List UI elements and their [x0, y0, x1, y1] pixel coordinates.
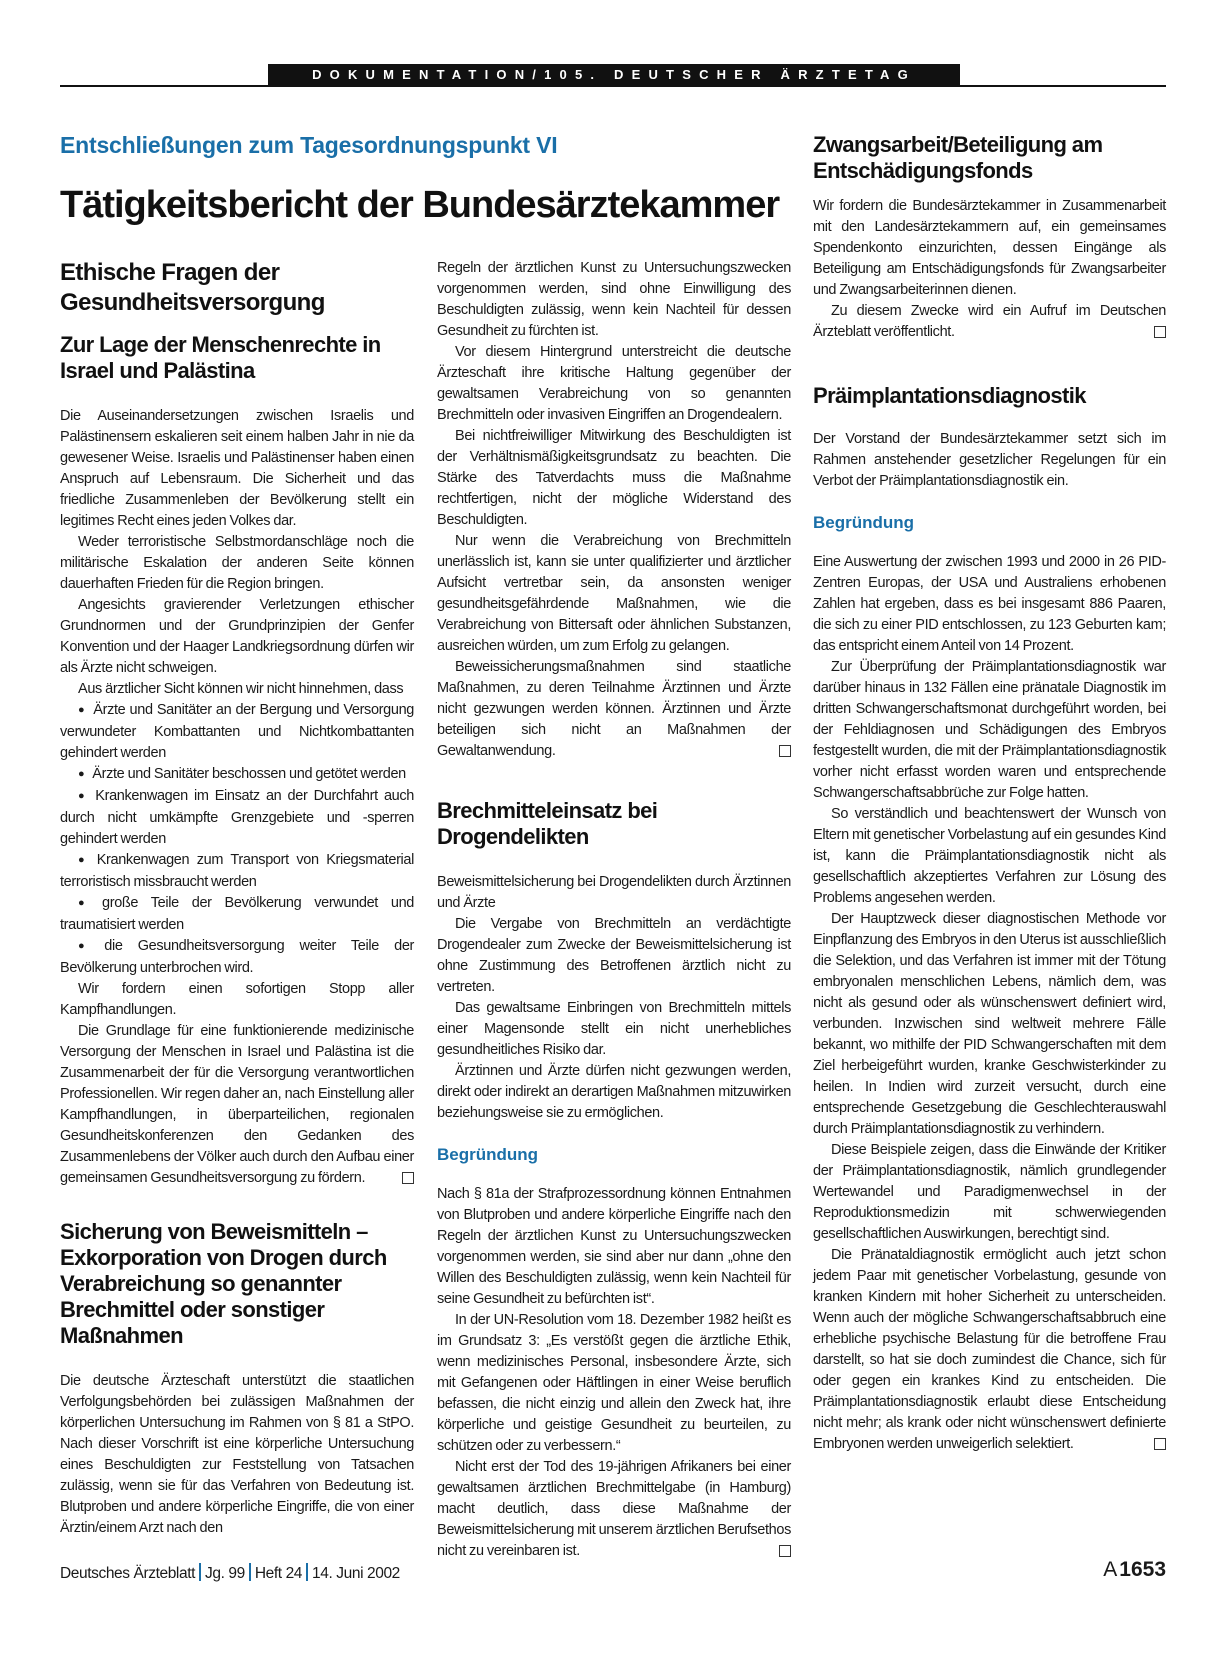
paragraph: Nur wenn die Verabreichung von Brechmitteln unerlässlich ist, kann sie unter qualifizierter und ärztlicher Aufsicht vertretbar sein, da ansonsten weniger gesundheitsgefährdende Maßnahmen, wie die Verabreichung von Bittersaft oder ähnlichen Substanzen, ausreichen würden, um zum Erfolg zu gelangen.	[437, 533, 791, 654]
issue: Heft 24	[254, 1565, 303, 1582]
footer-citation	[60, 1563, 400, 1583]
separator	[306, 1563, 308, 1581]
section-heading-ethik: Ethische Fragen der Gesundheitsversorgung	[60, 259, 325, 316]
page-prefix: A	[1103, 1558, 1118, 1581]
paragraph: Nach § 81a der Strafprozessordnung können Entnahmen von Blutproben und andere körperliche Eingriffe nach den Regeln der ärztlichen Kunst zu Untersuchungszwecken vorgenommen werden, sie sind aber nur dann „ohne den Willen des Beschuldigten zulässig, wenn kein Nachteil für seine Gesundheit zu befürchten ist“.	[437, 1186, 791, 1307]
paragraph: Der Hauptzweck dieser diagnostischen Methode vor Einpflanzung des Embryos in den Uterus ist ausschließlich die Selektion, und das Verfahren ist immer mit der Tötung embryonalen menschlichen Lebens, nämlich dem, was nicht als gesund oder als wünschenswert definiert wird, verbunden. Inzwischen sind weltweit mehrere Fälle bekannt, wo mithilfe der PID Schwangerschaften mit dem Ziel herbeigeführt wurden, kranke Geschwisterkinder zu heilen. In Indien wird zurzeit versucht, durch eine entsprechende Gesetzgebung die Geschlechterauswahl durch Präimplantationsdiagnostik zu verhindern.	[813, 911, 1166, 1137]
end-mark-icon	[779, 1545, 791, 1557]
paragraph: In der UN-Resolution vom 18. Dezember 1982 heißt es im Grundsatz 3: „Es verstößt gegen die ärztliche Ethik, wenn medizinisches Personal, insbesondere Ärzte, sich mit Gefangenen oder Häftlingen in einer Weise beruflich befassen, die nicht einzig und allein den Zweck hat, ihre körperliche und geistige Gesundheit zu beurteilen, zu schützen oder zu verbessern.“	[437, 1312, 791, 1454]
list-item: ● Ärzte und Sanitäter beschossen und getötet werden	[60, 764, 414, 786]
paragraph: Die deutsche Ärzteschaft unterstützt die staatlichen Verfolgungsbehörden bei zulässigen Maßnahmen der körperlichen Untersuchung im Rahmen von § 81 a StPO. Nach dieser Vorschrift ist eine körperliche Untersuchung eines Beschuldigten zur Feststellung von Tatsachen zulässig, wenn sie für das Verfahren von Bedeutung ist. Blutproben und andere körperliche Eingriffe, die von einer Ärztin/einem Arzt nach den	[60, 1373, 414, 1536]
paragraph: So verständlich und beachtenswert der Wunsch von Eltern mit genetischer Vorbelastung auf ein gesundes Kind ist, kann die Präimplantationsdiagnostik nicht als gesellschaftlich akzeptiertes Verfahren zur Lösung des Problems angesehen werden.	[813, 806, 1166, 906]
paragraph-text: Beweissicherungsmaßnahmen sind staatliche Maßnahmen, zu deren Teilnahme Ärztinnen und Ärzte nicht gezwungen werden können. Ärztinnen und Ärzte beteiligen sich nicht an Maßnahmen der Gewaltanwendung.	[437, 659, 791, 759]
heading-praeimplantationsdiagnostik: Präimplantationsdiagnostik	[813, 383, 1086, 408]
heading-zwangsarbeit: Zwangsarbeit/Beteiligung am Entschädigungsfonds	[813, 132, 1103, 183]
separator	[199, 1563, 201, 1581]
list-item: ● große Teile der Bevölkerung verwundet und traumatisiert werden	[60, 893, 414, 936]
end-mark-icon	[1154, 1438, 1166, 1450]
page-number-value: 1653	[1119, 1558, 1166, 1581]
heading-begruendung: Begründung	[813, 513, 915, 532]
paragraph: Der Vorstand der Bundesärztekammer setzt sich im Rahmen anstehender gesetzlicher Regelungen für ein Verbot der Präimplantationsdiagnostik ein.	[813, 431, 1166, 489]
list-item: ● Krankenwagen zum Transport von Kriegsmaterial terroristisch missbraucht werden	[60, 850, 414, 893]
paragraph-with-end-mark	[813, 1245, 1166, 1455]
paragraph-with-end-mark	[437, 1457, 791, 1562]
heading-brechmitteleinsatz: Brechmitteleinsatz bei Drogendelikten	[437, 798, 658, 849]
separator	[249, 1563, 251, 1581]
paragraph: Angesichts gravierender Verletzungen ethischer Grundnormen und der Grundprinzipien der Genfer Konvention und der Haager Landkriegsordnung dürfen wir als Ärzte nicht schweigen.	[60, 597, 414, 676]
paragraph: Ärztinnen und Ärzte dürfen nicht gezwungen werden, direkt oder indirekt an derartigen Maßnahmen mitzuwirken beziehungsweise sie zu ermöglichen.	[437, 1063, 791, 1121]
paragraph: Wir fordern einen sofortigen Stopp aller Kampfhandlungen.	[60, 981, 414, 1018]
list-item: ● die Gesundheitsversorgung weiter Teile der Bevölkerung unterbrochen wird.	[60, 936, 414, 979]
article-kicker: Entschließungen zum Tagesordnungspunkt VI	[60, 132, 558, 158]
list-item: ● Krankenwagen im Einsatz an der Durchfahrt auch durch nicht umkämpfte Grenzgebiete und -sperren gehindert werden	[60, 786, 414, 850]
column-1	[60, 258, 414, 1539]
paragraph: Die Vergabe von Brechmitteln an verdächtigte Drogendealer zum Zwecke der Beweismittelsicherung ist ohne Zustimmung des Betroffenen ärztlich nicht zu vertreten.	[437, 916, 791, 995]
heading-begruendung: Begründung	[437, 1145, 539, 1164]
paragraph-text: Zu diesem Zwecke wird ein Aufruf im Deutschen Ärzteblatt veröffentlicht.	[813, 303, 1166, 340]
article-title: Tätigkeitsbericht der Bundesärztekammer	[60, 184, 780, 226]
paragraph-text: Die Pränataldiagnostik ermöglicht auch jetzt schon jedem Paar mit genetischer Vorbelastung, gesunde von kranken Kindern mit hoher Sicherheit zu unterscheiden. Wenn auch der mögliche Schwangerschaftsabbruch eine erhebliche psychische Belastung für die betroffene Frau darstellt, so hat sie doch zumindest die Chance, sich für oder gegen ein krankes Kind zu entscheiden. Die Präimplantationsdiagnostik erlaubt diese Entscheidung nicht mehr; als krank oder nicht wünschenswert definierte Embryonen werden unweigerlich selektiert.	[813, 1247, 1166, 1452]
paragraph: Weder terroristische Selbstmordanschläge noch die militärische Eskalation der anderen Seite können dauerhaften Frieden für die Region bringen.	[60, 534, 414, 592]
column-3	[813, 132, 1166, 1455]
end-mark-icon	[1154, 326, 1166, 338]
paragraph: Wir fordern die Bundesärztekammer in Zusammenarbeit mit den Landesärztekammern auf, ein gemeinsames Spendenkonto einzurichten, dessen Eingänge als Beteiligung am Entschädigungsfonds für Zwangsarbeiter und Zwangsarbeiterinnen dienen.	[813, 198, 1166, 298]
header-rule	[60, 85, 1166, 87]
end-mark-icon	[402, 1172, 414, 1184]
paragraph: Diese Beispiele zeigen, dass die Einwände der Kritiker der Präimplantationsdiagnostik, nämlich grundlegender Wertewandel und Paradigmenwechsel in der Reproduktionsmedizin mit schwerwiegenden gesellschaftlichen Auswirkungen, berechtigt sind.	[813, 1142, 1166, 1242]
end-mark-icon	[779, 745, 791, 757]
volume: Jg. 99	[205, 1565, 245, 1582]
paragraph-with-end-mark	[60, 1021, 414, 1189]
paragraph-text: Die Grundlage für eine funktionierende medizinische Versorgung der Menschen in Israel und Palästina ist die Zusammenarbeit der für die Versorgung verantwortlichen Professionellen. Wir regen daher an, nach Einstellung aller Kampfhandlungen, in überparteilichen, regionalen Gesundheitskonferenzen den Gedanken des Zusammenlebens der Völker auch durch den Aufbau einer gemeinsamen Gesundheitsversorgung zu fördern.	[60, 1023, 414, 1186]
paragraph: Aus ärztlicher Sicht können wir nicht hinnehmen, dass	[78, 681, 404, 697]
paragraph-text: Nicht erst der Tod des 19-jährigen Afrikaners bei einer gewaltsamen ärztlichen Brechmittelgabe (in Hamburg) macht deutlich, dass diese Maßnahme der Beweismittelsicherung mit unserem ärztlichen Berufsethos nicht zu vereinbaren ist.	[437, 1459, 791, 1559]
paragraph: Die Auseinandersetzungen zwischen Israelis und Palästinensern eskalieren seit einem halben Jahr in nie da gewesener Weise. Israelis und Palästinenser haben einen Anspruch auf Lebensraum. Die Sicherheit und das friedliche Zusammenleben der Bevölkerung stellt ein legitimes Recht eines jeden Volkes dar.	[60, 408, 414, 529]
column-2	[437, 258, 791, 1562]
heading-sicherung-beweismittel: Sicherung von Beweismitteln – Exkorporation von Drogen durch Verabreichung so genannter Brechmittel oder sonstiger Maßnahmen	[60, 1219, 387, 1348]
issue-date: 14. Juni 2002	[312, 1565, 400, 1582]
paragraph: Das gewaltsame Einbringen von Brechmitteln mittels einer Magensonde stellt ein nicht unerhebliches gesundheitliches Risiko dar.	[437, 1000, 791, 1058]
journal-name: Deutsches Ärzteblatt	[60, 1565, 196, 1582]
paragraph-with-end-mark	[813, 301, 1166, 343]
paragraph: Regeln der ärztlichen Kunst zu Untersuchungszwecken vorgenommen werden, sind ohne Einwilligung des Beschuldigten zulässig, wenn kein Nachteil für dessen Gesundheit zu fürchten ist.	[437, 260, 791, 339]
list-item: ● Ärzte und Sanitäter an der Bergung und Versorgung verwundeter Kombattanten und Nichtkombattanten gehindert werden	[60, 700, 414, 764]
paragraph: Zur Überprüfung der Präimplantationsdiagnostik war darüber hinaus in 132 Fällen eine pränatale Diagnostik im dritten Schwangerschaftsmonat durchgeführt worden, bei der Fehldiagnosen und Schädigungen des Embryos festgestellt wurden, die mit der Präimplantationsdiagnostik vorher nicht erfasst worden waren und entsprechende Schwangerschaftsabbrüche zur Folge hatten.	[813, 659, 1166, 801]
page-number	[1103, 1558, 1166, 1582]
paragraph: Eine Auswertung der zwischen 1993 und 2000 in 26 PID-Zentren Europas, der USA und Australiens erhobenen Zahlen hat ergeben, dass es bei insgesamt 886 Paaren, die sich zu einer PID entschlossen, zu 123 Geburten kam; das entspricht einem Anteil von 14 Prozent.	[813, 554, 1166, 654]
heading-israel-palaestina: Zur Lage der Menschenrechte in Israel und Palästina	[60, 332, 381, 383]
paragraph-with-end-mark	[437, 657, 791, 762]
running-head: DOKUMENTATION/105. DEUTSCHER ÄRZTETAG	[268, 64, 960, 86]
paragraph: Beweismittelsicherung bei Drogendelikten durch Ärztinnen und Ärzte	[437, 874, 791, 911]
paragraph: Bei nichtfreiwilliger Mitwirkung des Beschuldigten ist der Verhältnismäßigkeitsgrundsatz zu beachten. Die Stärke des Tatverdachts muss die Maßnahme rechtfertigen, nicht der mögliche Widerstand des Beschuldigten.	[437, 428, 791, 528]
paragraph: Vor diesem Hintergrund unterstreicht die deutsche Ärzteschaft ihre kritische Haltung gegenüber der gewaltsamen Verabreichung von so genannten Brechmitteln oder invasiven Eingriffen an Drogendealern.	[437, 344, 791, 423]
